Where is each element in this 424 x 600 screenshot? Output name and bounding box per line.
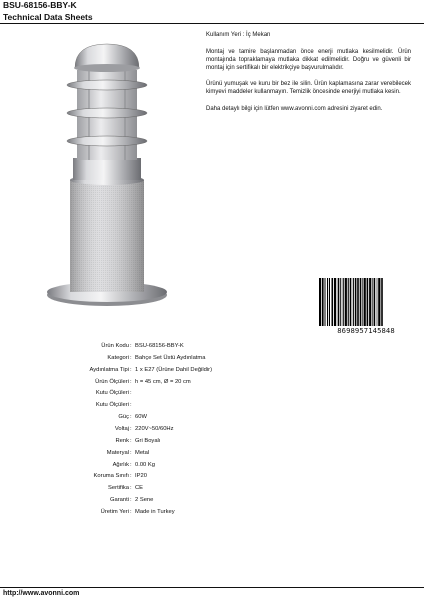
spec-separator: : <box>130 366 132 373</box>
barcode-bar <box>381 278 383 328</box>
usage-location: Kullanım Yeri : İç Mekan <box>206 32 271 38</box>
header-divider <box>0 23 424 24</box>
more-info-paragraph: Daha detaylı bilgi için lütfen www.avonni.com adresini ziyaret edin. <box>206 105 383 112</box>
spec-label: Garanti <box>109 497 129 504</box>
spec-separator: : <box>130 343 132 349</box>
garden-bollard-lamp-icon <box>45 40 170 310</box>
barcode-bar <box>340 278 341 328</box>
spec-value: CE <box>135 485 144 492</box>
barcode-bar <box>322 278 324 328</box>
spec-label: Koruma Sınıfı <box>93 473 129 480</box>
barcode-bar <box>378 278 380 328</box>
barcode-bar <box>372 278 373 328</box>
spec-value: 0.00 Kg <box>135 461 155 468</box>
barcode-bar <box>332 278 334 328</box>
spec-value: Metal <box>135 449 150 456</box>
cleaning-paragraph: Ürünü yumuşak ve kuru bir bez ile silin. Ürün kaplamasına zarar verebilecek kimyevi maddeler kullanmayın. Temizlik öncesinde enerjiyi mutlaka kesin. <box>206 81 411 96</box>
spec-label: Üretim Yeri <box>100 508 129 515</box>
barcode-bar <box>350 278 352 328</box>
spec-separator: : <box>130 378 132 385</box>
barcode-bar <box>319 278 321 328</box>
spec-value: 60W <box>135 414 147 421</box>
barcode-bar <box>348 278 349 328</box>
spec-separator: : <box>130 425 132 432</box>
barcode-bar <box>377 278 378 328</box>
spec-label: Renk <box>115 437 129 444</box>
spec-label: Ağırlık <box>112 461 129 468</box>
barcode-bar <box>327 278 328 328</box>
footer-url: http://www.avonni.com <box>3 590 80 597</box>
spec-value: Gri Boyalı <box>135 437 161 444</box>
spec-value: IP20 <box>135 473 147 480</box>
barcode-bar <box>353 278 354 328</box>
spec-separator: : <box>130 485 132 492</box>
spec-label: Ürün Kodu <box>101 343 129 349</box>
spec-value: 1 x E27 (Ürüne Dahil Değildir) <box>135 366 213 373</box>
spec-separator: : <box>130 354 132 361</box>
spec-value: 220V~50/60Hz <box>135 425 174 432</box>
spec-label: Kutu Ölçüleri <box>95 390 129 397</box>
spec-separator: : <box>130 390 132 397</box>
spec-separator: : <box>130 508 132 515</box>
spec-label: Kutu Ölçüleri <box>95 402 129 409</box>
barcode-bar <box>367 278 369 328</box>
barcode-bar <box>345 278 347 328</box>
sheet-title: Technical Data Sheets <box>3 12 93 22</box>
spec-separator: : <box>130 437 132 444</box>
spec-separator: : <box>130 497 132 504</box>
spec-label: Sertifika <box>108 485 129 492</box>
spec-label: Ürün Ölçüleri <box>95 378 129 385</box>
barcode-bar <box>360 278 362 328</box>
usage-info <box>206 31 411 121</box>
spec-label: Materyal <box>106 449 129 456</box>
barcode-number: 8698957145848 <box>318 326 414 335</box>
barcode-bar <box>369 278 371 328</box>
spec-value: 2 Sene <box>135 497 154 504</box>
spec-label: Güç <box>118 414 129 421</box>
spec-separator: : <box>130 461 132 468</box>
safety-paragraph: Montaj ve tamire başlanmadan önce enerji mutlaka kesilmelidir. Ürün montajında topraklamaya mutlaka dikkat edilmelidir. Doğru ve güvenli bir montaj için sertifikalı bir elektrikçiye başvurulmalıdır. <box>206 49 411 72</box>
spec-value: BSU-68156-BBY-K <box>135 343 184 349</box>
spec-value: Made in Turkey <box>135 508 175 515</box>
barcode-bar <box>325 278 326 328</box>
barcode-bar <box>338 278 340 328</box>
barcode-bar <box>364 278 366 328</box>
spec-separator: : <box>130 449 132 456</box>
barcode-bar <box>334 278 336 328</box>
spec-separator: : <box>130 402 132 409</box>
barcode-bar <box>357 278 359 328</box>
barcode-bar <box>343 278 344 328</box>
spec-value: h = 45 cm, Ø = 20 cm <box>135 378 191 385</box>
product-code-title: BSU-68156-BBY-K <box>3 0 77 10</box>
barcode-bar <box>329 278 330 328</box>
barcode-bar <box>374 278 376 328</box>
spec-label: Kategori <box>107 354 129 361</box>
barcode-bar <box>355 278 357 328</box>
barcode-bar <box>362 278 363 328</box>
spec-label: Voltaj <box>114 425 129 432</box>
spec-label: Aydınlatma Tipi <box>89 366 129 373</box>
spec-separator: : <box>130 473 132 480</box>
spec-separator: : <box>130 414 132 421</box>
footer-divider <box>0 587 424 588</box>
spec-value: Bahçe Set Üstü Aydınlatma <box>135 354 206 361</box>
